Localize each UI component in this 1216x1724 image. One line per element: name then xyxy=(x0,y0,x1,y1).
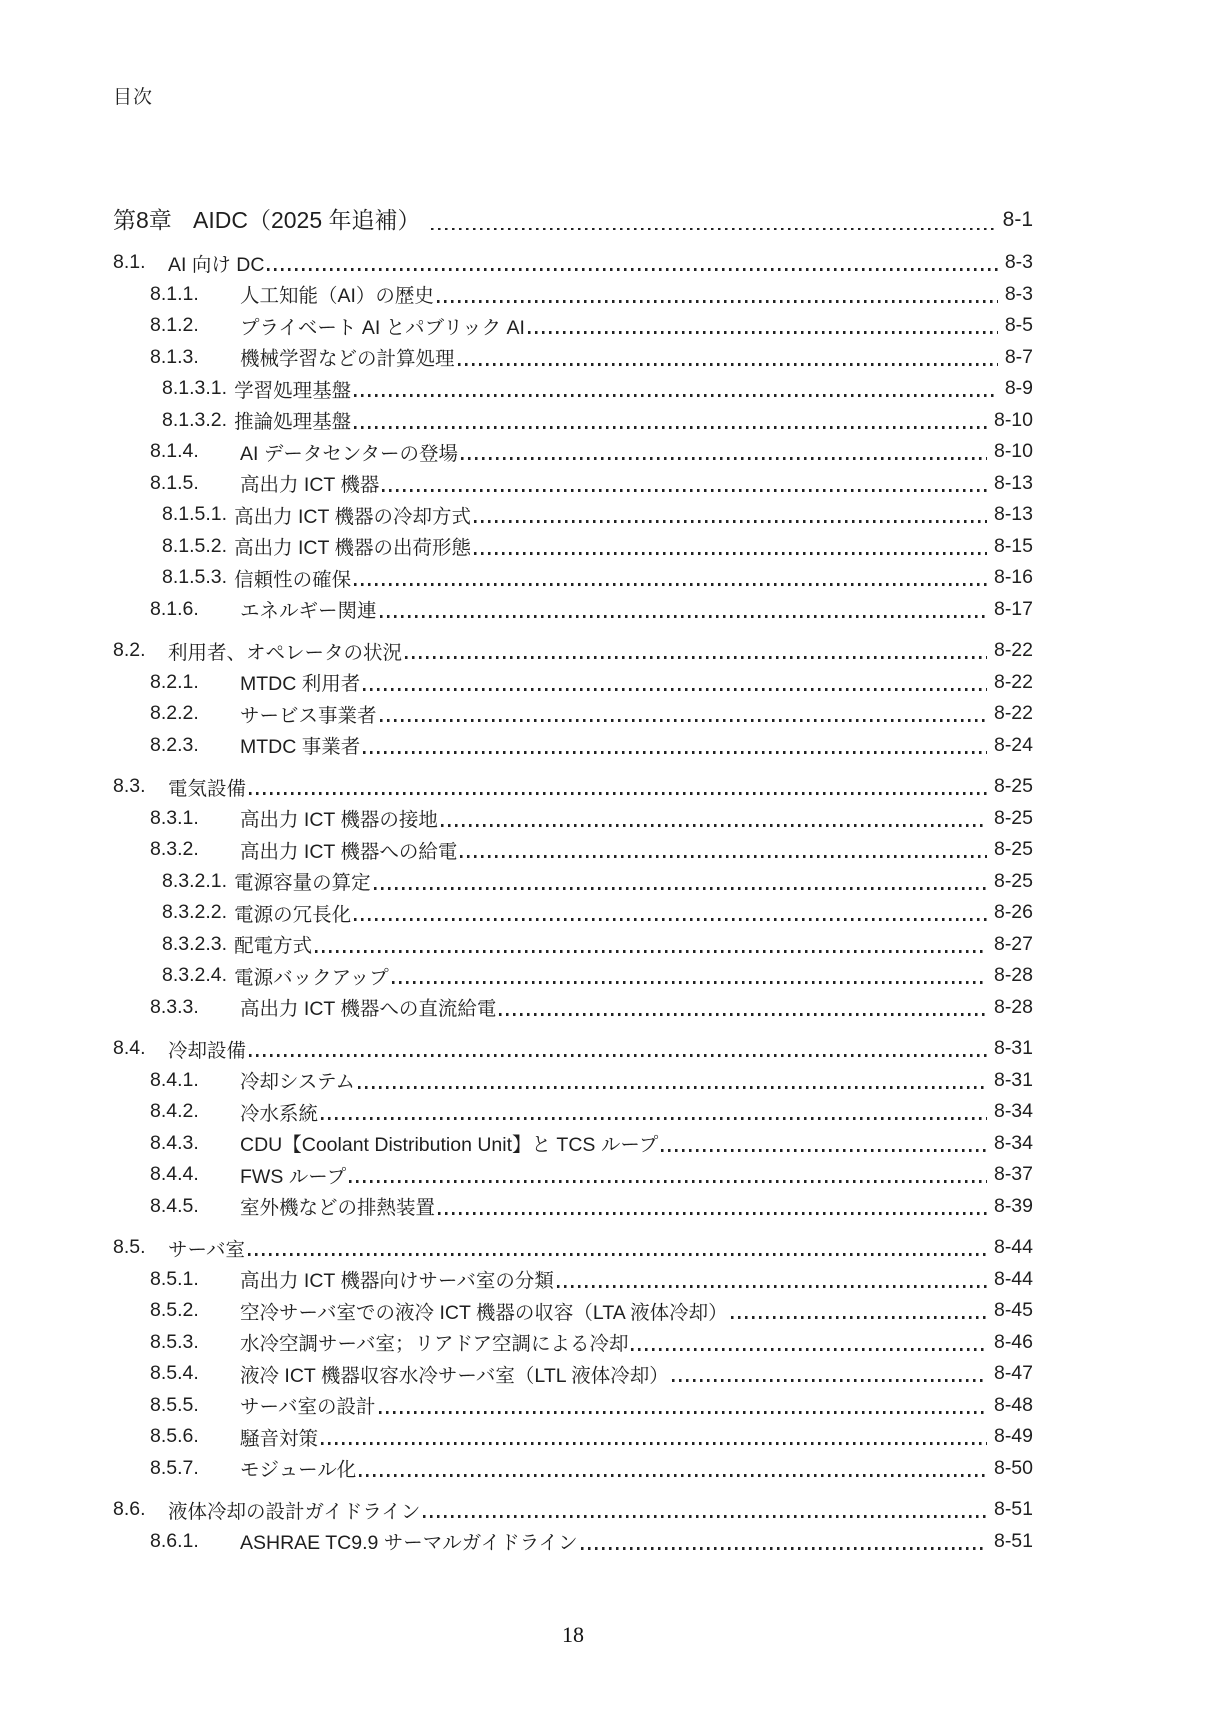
toc-entry-number: 8.2. xyxy=(113,639,146,662)
toc-entry-title: プライベート AI とパブリック AI xyxy=(240,316,525,339)
toc-entry-number: 8.2.2. xyxy=(150,702,199,725)
toc-entry-title: 騒音対策 xyxy=(240,1427,319,1450)
toc-entry xyxy=(113,1264,1033,1296)
toc-entry-page: 8-10 xyxy=(993,440,1033,463)
toc-entry-title: 水冷空調サーバ室；リアドア空調による冷却 xyxy=(240,1333,629,1356)
toc-entry-page: 8-10 xyxy=(993,408,1033,431)
dot-leader xyxy=(354,394,998,397)
dot-leader xyxy=(460,855,987,858)
toc-entry-number: 8.1.3. xyxy=(150,345,199,368)
toc-entry xyxy=(113,730,1033,762)
toc-chapter-entry xyxy=(113,203,1033,237)
toc-entry xyxy=(113,667,1033,699)
toc-entry-title: FWS ループ xyxy=(240,1165,347,1188)
toc-entry-page: 8-25 xyxy=(993,838,1033,861)
toc-entry xyxy=(113,1191,1033,1223)
toc-entry-page: 8-26 xyxy=(993,901,1033,924)
dot-leader xyxy=(499,1013,987,1016)
dot-leader xyxy=(349,1180,987,1183)
toc-entry-title: モジュール化 xyxy=(240,1459,357,1482)
dot-leader xyxy=(731,1316,987,1319)
dot-leader xyxy=(249,1054,987,1057)
toc-entry xyxy=(113,436,1033,468)
dot-leader xyxy=(437,300,998,303)
toc-entry-page: 8-25 xyxy=(993,806,1033,829)
toc-entry xyxy=(113,1033,1033,1065)
dot-leader xyxy=(441,824,987,827)
toc-entry-number: 8.5.3. xyxy=(150,1330,199,1353)
toc-entry-title: 配電方式 xyxy=(234,935,313,958)
toc-entry-number: 8.6.1. xyxy=(150,1529,199,1552)
toc-entry xyxy=(113,803,1033,835)
toc-entry xyxy=(113,1295,1033,1327)
toc-entry xyxy=(113,866,1033,898)
toc-entry xyxy=(113,531,1033,563)
toc-entry-title: 液冷 ICT 機器収容水冷サーバ室（LTL 液体冷却） xyxy=(240,1364,669,1387)
toc-chapter-title: AIDC（2025 年追補） xyxy=(193,207,421,233)
toc-heading: 目次 xyxy=(113,87,154,108)
toc-entry-page: 8-22 xyxy=(993,670,1033,693)
toc-entry-number: 8.5.4. xyxy=(150,1362,199,1385)
toc-entry-page: 8-5 xyxy=(1004,314,1033,337)
toc-entry-title: 電源容量の算定 xyxy=(234,872,371,895)
toc-entry-page: 8-15 xyxy=(993,534,1033,557)
toc-entry xyxy=(113,1159,1033,1191)
toc-entry-title: 電源の冗長化 xyxy=(234,903,352,926)
dot-leader xyxy=(380,719,987,722)
toc-entry-title: 電源バックアップ xyxy=(234,966,389,989)
toc-entry-page: 8-39 xyxy=(993,1194,1033,1217)
toc-entry-page: 8-50 xyxy=(993,1456,1033,1479)
toc-entry-title: 高出力 ICT 機器の冷却方式 xyxy=(234,505,471,528)
dot-leader xyxy=(661,1149,987,1152)
toc-list xyxy=(113,247,1033,1557)
dot-leader xyxy=(363,751,987,754)
dot-leader xyxy=(354,583,987,586)
toc-entry-number: 8.5.5. xyxy=(150,1393,199,1416)
toc-entry-page: 8-13 xyxy=(993,471,1033,494)
toc-chapter-number: 第8章 xyxy=(113,207,172,233)
toc-entry-page: 8-27 xyxy=(993,932,1033,955)
toc-entry-page: 8-46 xyxy=(993,1330,1033,1353)
toc-entry-title: 高出力 ICT 機器への給電 xyxy=(240,840,458,863)
dot-leader xyxy=(249,792,987,795)
toc-entry-title: 利用者、オペレータの状況 xyxy=(168,641,403,664)
toc-entry-title: 室外機などの排熱装置 xyxy=(240,1197,436,1220)
dot-leader xyxy=(321,1442,987,1445)
toc-entry-page: 8-51 xyxy=(993,1529,1033,1552)
toc-entry xyxy=(113,310,1033,342)
toc-entry xyxy=(113,1358,1033,1390)
toc-entry-number: 8.1.5.2. xyxy=(162,534,228,557)
toc-entry-title: MTDC 利用者 xyxy=(240,673,361,696)
toc-entry-number: 8.3. xyxy=(113,775,146,798)
toc-entry-title: 冷却設備 xyxy=(168,1039,247,1062)
toc-entry-number: 8.4. xyxy=(113,1037,146,1060)
toc-entry-title: サーバ室 xyxy=(168,1238,246,1261)
dot-leader xyxy=(474,520,987,523)
toc-entry-number: 8.3.1. xyxy=(150,806,199,829)
dot-leader xyxy=(458,363,998,366)
toc-entry xyxy=(113,1390,1033,1422)
dot-leader xyxy=(321,1117,987,1120)
toc-entry-number: 8.1.1. xyxy=(150,282,199,305)
toc-entry-page: 8-34 xyxy=(993,1131,1033,1154)
dot-leader xyxy=(581,1547,987,1550)
dot-leader xyxy=(379,1411,987,1414)
toc-entry xyxy=(113,1065,1033,1097)
toc-entry-page: 8-25 xyxy=(993,869,1033,892)
toc-entry xyxy=(113,897,1033,929)
toc-entry-page: 8-49 xyxy=(993,1425,1033,1448)
toc-entry xyxy=(113,594,1033,626)
toc-entry-page: 8-44 xyxy=(993,1236,1033,1259)
toc-entry-number: 8.4.2. xyxy=(150,1100,199,1123)
toc-entry-title: エネルギー関連 xyxy=(240,600,377,623)
toc-entry-number: 8.1.3.2. xyxy=(162,408,228,431)
toc-entry-number: 8.4.1. xyxy=(150,1068,199,1091)
toc-entry-page: 8-45 xyxy=(993,1299,1033,1322)
toc-entry-number: 8.5.6. xyxy=(150,1425,199,1448)
toc-entry xyxy=(113,1494,1033,1526)
toc-entry-title: 高出力 ICT 機器への直流給電 xyxy=(240,998,497,1021)
toc-entry-title: 信頼性の確保 xyxy=(234,568,352,591)
toc-entry xyxy=(113,1421,1033,1453)
toc-entry-number: 8.3.2.2. xyxy=(162,901,228,924)
toc-entry-number: 8.3.2.3. xyxy=(162,932,228,955)
toc-entry-page: 8-7 xyxy=(1004,345,1033,368)
toc-entry-title: AI 向け DC xyxy=(168,253,265,276)
dot-leader xyxy=(267,268,997,271)
toc-entry-page: 8-37 xyxy=(993,1163,1033,1186)
dot-leader xyxy=(423,1515,987,1518)
toc-entry xyxy=(113,247,1033,279)
toc-entry-page: 8-44 xyxy=(993,1267,1033,1290)
toc-entry-number: 8.1.3.1. xyxy=(162,377,228,400)
toc-entry-page: 8-51 xyxy=(993,1498,1033,1521)
dot-leader xyxy=(374,887,987,890)
toc-entry xyxy=(113,771,1033,803)
toc-entry xyxy=(113,279,1033,311)
toc-entry xyxy=(113,1096,1033,1128)
dot-leader xyxy=(354,918,987,921)
toc-entry-page: 8-22 xyxy=(993,702,1033,725)
dot-leader xyxy=(382,489,987,492)
toc-entry-page: 8-47 xyxy=(993,1362,1033,1385)
toc-entry-title: MTDC 事業者 xyxy=(240,736,361,759)
dot-leader xyxy=(474,552,987,555)
toc-entry-number: 8.4.4. xyxy=(150,1163,199,1186)
toc-entry xyxy=(113,992,1033,1024)
toc-entry xyxy=(113,960,1033,992)
toc-entry xyxy=(113,1128,1033,1160)
toc-entry-number: 8.1. xyxy=(113,251,146,274)
toc-entry-number: 8.1.5.3. xyxy=(162,566,228,589)
toc-entry xyxy=(113,929,1033,961)
dot-leader xyxy=(392,981,987,984)
toc-entry-page: 8-9 xyxy=(1004,377,1033,400)
toc-entry-number: 8.1.4. xyxy=(150,440,199,463)
toc-entry-page: 8-28 xyxy=(993,995,1033,1018)
toc-entry-number: 8.2.1. xyxy=(150,670,199,693)
dot-leader xyxy=(631,1348,987,1351)
dot-leader xyxy=(248,1253,987,1256)
dot-leader xyxy=(354,426,987,429)
toc-entry-title: CDU【Coolant Distribution Unit】と TCS ループ xyxy=(240,1134,659,1157)
dot-leader xyxy=(380,615,987,618)
toc-entry-title: 液体冷却の設計ガイドライン xyxy=(168,1500,421,1523)
toc-entry-title: AI データセンターの登場 xyxy=(240,442,459,465)
toc-entry-title: 冷却システム xyxy=(240,1071,356,1094)
toc-entry-title: 高出力 ICT 機器向けサーバ室の分類 xyxy=(240,1270,554,1293)
dot-leader xyxy=(438,1212,987,1215)
toc-entry-title: 人工知能（AI）の歴史 xyxy=(240,285,434,308)
toc-entry xyxy=(113,834,1033,866)
toc-entry-page: 8-24 xyxy=(993,733,1033,756)
toc-entry-page: 8-16 xyxy=(993,566,1033,589)
toc-entry-number: 8.4.5. xyxy=(150,1194,199,1217)
toc-entry-page: 8-25 xyxy=(993,775,1033,798)
toc-entry xyxy=(113,1327,1033,1359)
toc-entry-title: 推論処理基盤 xyxy=(234,411,352,434)
toc-entry xyxy=(113,342,1033,374)
toc-entry-number: 8.1.6. xyxy=(150,597,199,620)
toc-entry xyxy=(113,1232,1033,1264)
dot-leader xyxy=(528,331,998,334)
toc-entry-page: 8-31 xyxy=(993,1068,1033,1091)
toc-entry-page: 8-28 xyxy=(993,964,1033,987)
toc-entry-page: 8-3 xyxy=(1004,251,1033,274)
toc-entry xyxy=(113,698,1033,730)
dot-leader xyxy=(405,656,987,659)
toc-entry-number: 8.1.2. xyxy=(150,314,199,337)
toc-entry xyxy=(113,405,1033,437)
toc-entry-number: 8.5.1. xyxy=(150,1267,199,1290)
toc-entry xyxy=(113,635,1033,667)
toc-entry-number: 8.5.7. xyxy=(150,1456,199,1479)
toc-entry-title: ASHRAE TC9.9 サーマルガイドライン xyxy=(240,1532,578,1555)
toc-entry-title: サーバ室の設計 xyxy=(240,1396,376,1419)
toc-entry xyxy=(113,373,1033,405)
toc-entry-number: 8.4.3. xyxy=(150,1131,199,1154)
toc-entry-page: 8-13 xyxy=(993,503,1033,526)
toc-entry-number: 8.3.3. xyxy=(150,995,199,1018)
toc-entry-number: 8.5.2. xyxy=(150,1299,199,1322)
toc-entry-page: 8-31 xyxy=(993,1037,1033,1060)
dot-leader xyxy=(431,228,998,231)
toc-entry-title: 冷水系統 xyxy=(240,1102,319,1125)
toc-entry-number: 8.6. xyxy=(113,1498,146,1521)
toc-entry-title: 電気設備 xyxy=(168,777,247,800)
toc-entry-number: 8.3.2.4. xyxy=(162,964,228,987)
toc-entry-title: 空冷サーバ室での液冷 ICT 機器の収容（LTA 液体冷却） xyxy=(240,1301,728,1324)
footer-page-number: 18 xyxy=(562,1622,584,1647)
toc-entry xyxy=(113,562,1033,594)
toc-entry-page: 8-17 xyxy=(993,597,1033,620)
toc-entry xyxy=(113,1526,1033,1558)
toc-entry xyxy=(113,468,1033,500)
toc-chapter-page: 8-1 xyxy=(1002,208,1033,231)
toc-entry-number: 8.2.3. xyxy=(150,733,199,756)
toc-entry-number: 8.1.5. xyxy=(150,471,199,494)
toc-entry-number: 8.1.5.1. xyxy=(162,503,228,526)
dot-leader xyxy=(461,457,987,460)
toc-entry-title: 高出力 ICT 機器 xyxy=(240,474,380,497)
dot-leader xyxy=(358,1086,987,1089)
dot-leader xyxy=(672,1379,987,1382)
toc-entry-title: サービス事業者 xyxy=(240,704,377,727)
toc-entry-title: 高出力 ICT 機器の接地 xyxy=(240,809,438,832)
toc-entry-page: 8-3 xyxy=(1004,282,1033,305)
toc-entry xyxy=(113,1453,1033,1485)
toc-entry-page: 8-48 xyxy=(993,1393,1033,1416)
toc-entry-title: 機械学習などの計算処理 xyxy=(240,348,455,371)
dot-leader xyxy=(557,1285,987,1288)
dot-leader xyxy=(315,950,987,953)
toc-entry-number: 8.3.2. xyxy=(150,838,199,861)
toc-entry-page: 8-22 xyxy=(993,639,1033,662)
dot-leader xyxy=(359,1474,987,1477)
toc-entry-title: 学習処理基盤 xyxy=(234,379,352,402)
dot-leader xyxy=(363,688,987,691)
toc-entry-number: 8.5. xyxy=(113,1236,146,1259)
toc-entry-page: 8-34 xyxy=(993,1100,1033,1123)
toc-entry-title: 高出力 ICT 機器の出荷形態 xyxy=(234,537,471,560)
toc-entry xyxy=(113,499,1033,531)
toc-entry-number: 8.3.2.1. xyxy=(162,869,228,892)
